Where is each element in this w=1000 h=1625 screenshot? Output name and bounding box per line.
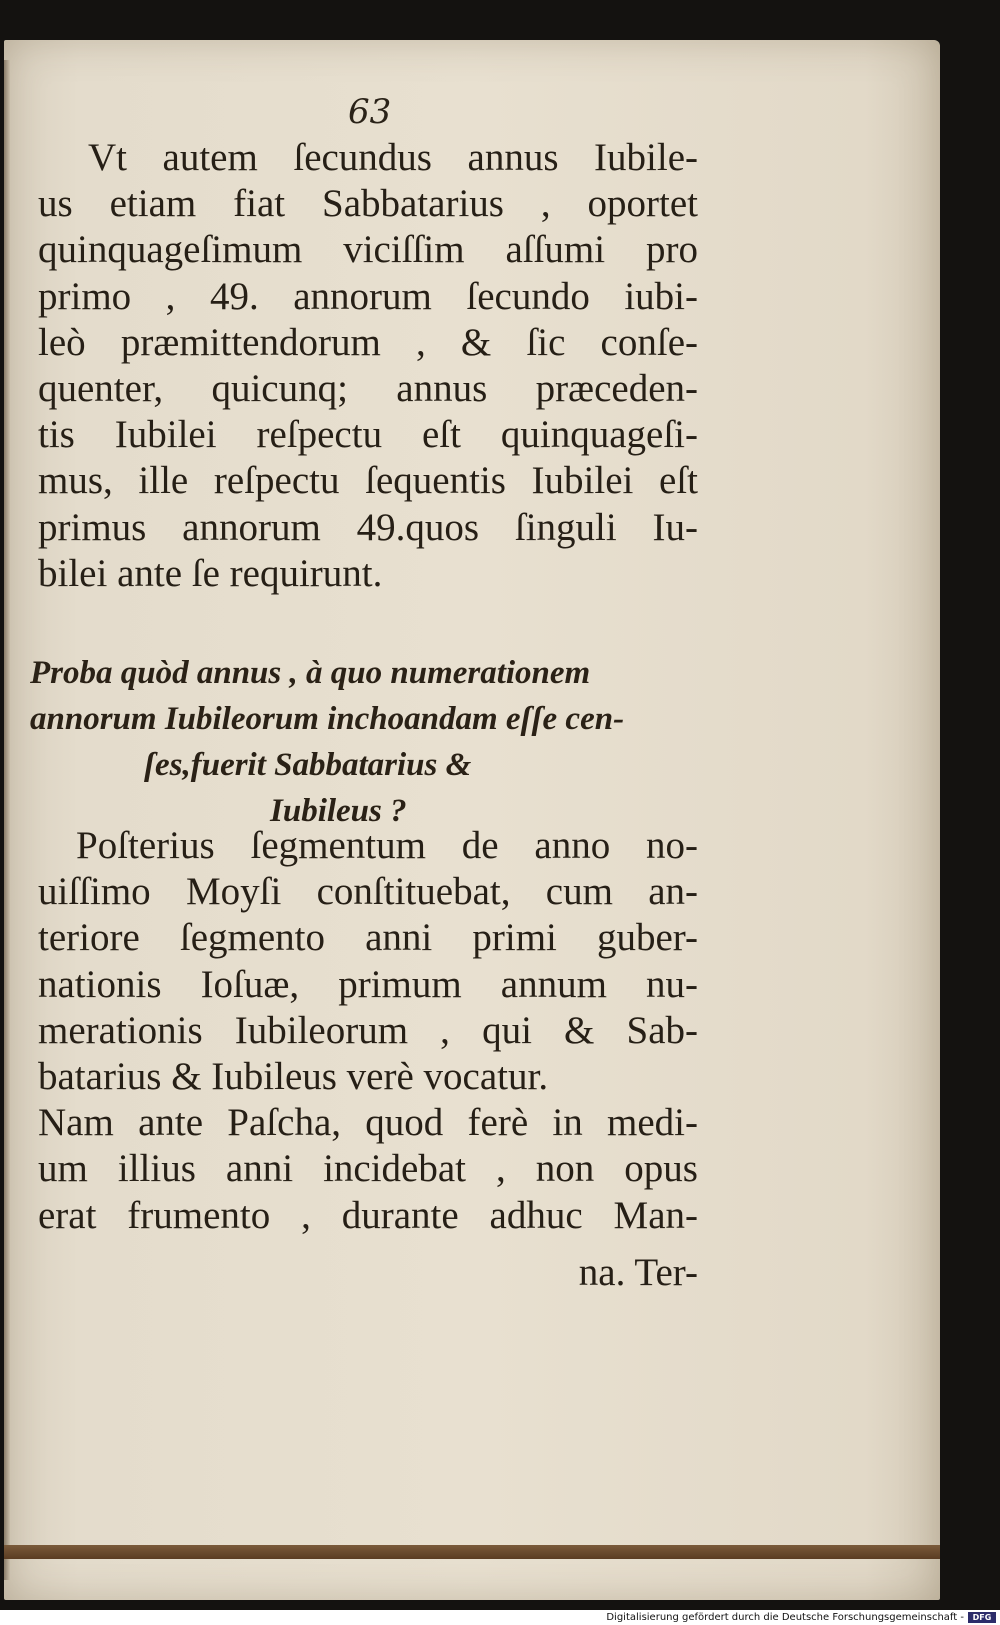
text-line: leò præmittendorum , & ſic conſe- [38, 320, 698, 364]
paragraph-2 [38, 823, 698, 1239]
section-heading [30, 650, 710, 834]
digitization-footer [0, 1610, 1000, 1625]
page-bottom-edge [4, 1545, 940, 1559]
text-line: us etiam fiat Sabbatarius , oportet [38, 182, 698, 226]
text-line: erat frumento , durante adhuc Man- [38, 1193, 698, 1237]
text-line: bilei ante ſe requirunt. [38, 551, 383, 595]
text-line: Vt autem ſecundus annus Iubile- [88, 136, 698, 179]
heading-line: ſes,fuerit Sabbatarius & [144, 747, 472, 783]
funding-credit: Digitalisierung gefördert durch die Deutsche Forschungsgemeinschaft - [606, 1612, 964, 1623]
text-line: uiſſimo Moyſi conſtituebat, cum an- [38, 870, 698, 914]
text-line: teriore ſegmento anni primi guber- [38, 916, 698, 960]
text-line: primo , 49. annorum ſecundo iubi- [38, 274, 698, 318]
page-number: 63 [348, 92, 392, 132]
text-line: Poſterius ſegmentum de anno no- [76, 824, 698, 867]
heading-line: Iubileus ? [270, 793, 407, 829]
heading-line: Proba quòd annus , à quo numerationem [30, 655, 591, 691]
catchword-block [38, 1250, 698, 1296]
page-left-edge [4, 60, 10, 1580]
text-line: quinquageſimum viciſſim aſſumi pro [38, 228, 698, 272]
text-line: Nam ante Paſcha, quod ferè in medi- [38, 1101, 698, 1145]
text-line: merationis Iubileorum , qui & Sab- [38, 1008, 698, 1052]
text-line: quenter, quicunq; annus præceden- [38, 367, 698, 411]
catchword: na. Ter- [578, 1251, 698, 1294]
text-line: tis Iubilei reſpectu eſt quinquageſi- [38, 413, 698, 457]
heading-line: annorum Iubileorum inchoandam eſſe cen- [30, 701, 625, 737]
text-line: nationis Ioſuæ, primum annum nu- [38, 962, 698, 1006]
text-line: primus annorum 49.quos ſinguli Iu- [38, 505, 698, 549]
text-line: mus, ille reſpectu ſequentis Iubilei eſt [38, 459, 698, 503]
paragraph-1 [38, 135, 698, 597]
text-line: batarius & Iubileus verè vocatur. [38, 1055, 549, 1099]
dfg-logo: DFG [968, 1612, 996, 1623]
text-line: um illius anni incidebat , non opus [38, 1147, 698, 1191]
